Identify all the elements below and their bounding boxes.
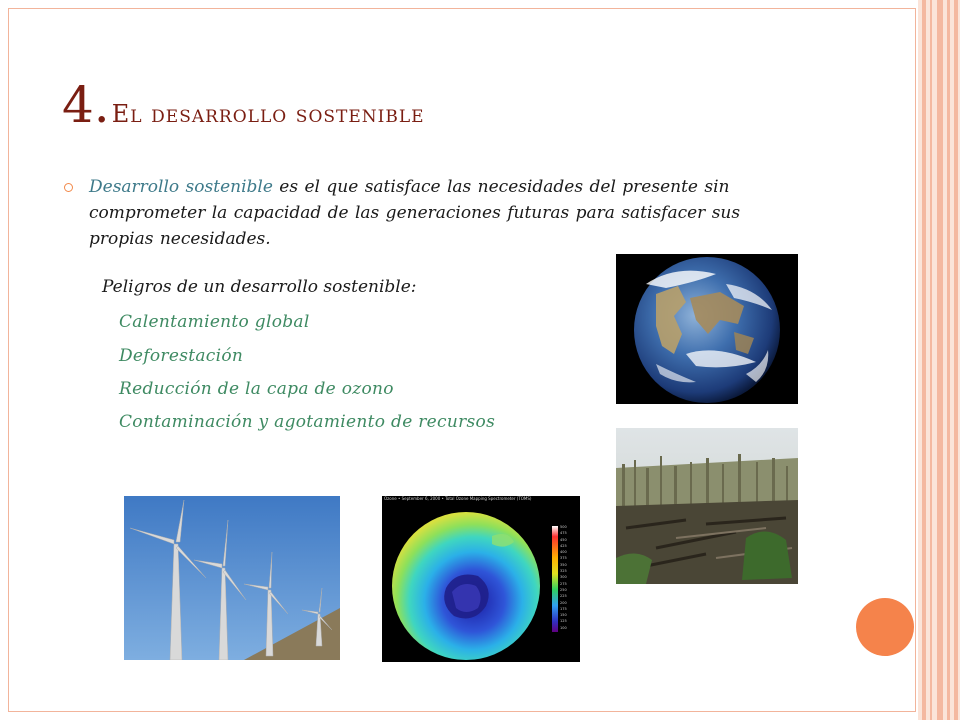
definition-paragraph [89,174,809,252]
earth-image [616,254,798,404]
definition-term: Desarrollo sostenible [89,177,273,197]
scale-label: 175 [560,606,567,611]
scale-label: 450 [560,537,567,542]
scale-label: 225 [560,594,567,599]
scale-label: 375 [560,556,567,561]
ozone-caption: Ozone • September 6, 2000 • Total Ozone Mapping Spectrometer (TOMS) [384,496,532,501]
right-stripe [954,0,958,720]
title-number: 4. [62,76,110,134]
wind-turbines-image [124,496,340,660]
scale-label: 400 [560,550,567,555]
right-stripe [937,0,943,720]
bullet-icon [64,183,73,192]
slide-title [62,76,425,134]
scale-label: 325 [560,569,567,574]
scale-label: 500 [560,525,567,529]
scale-label: 300 [560,575,567,580]
right-stripe [930,0,932,720]
scale-label: 475 [560,531,567,536]
definition-text: es el que satisface las necesidades del presente sin comprometer la capacidad de las generaciones futuras para satisfacer sus propias necesidades. [89,177,741,249]
scale-label: 350 [560,562,567,567]
ozone-scale [560,524,567,631]
danger-item: Deforestación [119,346,244,366]
scale-label: 250 [560,587,567,592]
right-stripe [947,0,950,720]
scale-label: 150 [560,613,567,618]
scale-label: 425 [560,543,567,548]
danger-item: Reducción de la capa de ozono [119,379,394,399]
scale-label: 275 [560,581,567,586]
dangers-heading: Peligros de un desarrollo sostenible: [102,277,417,297]
danger-item: Contaminación y agotamiento de recursos [119,412,496,432]
accent-circle-icon [856,598,914,656]
scale-label: 100 [560,625,567,630]
ozone-map-image [382,496,580,662]
deforestation-image [616,428,798,584]
title-text: El desarrollo sostenible [111,100,425,128]
right-stripe [922,0,926,720]
scale-label: 200 [560,600,567,605]
scale-label: 125 [560,619,567,624]
danger-item: Calentamiento global [119,312,310,332]
